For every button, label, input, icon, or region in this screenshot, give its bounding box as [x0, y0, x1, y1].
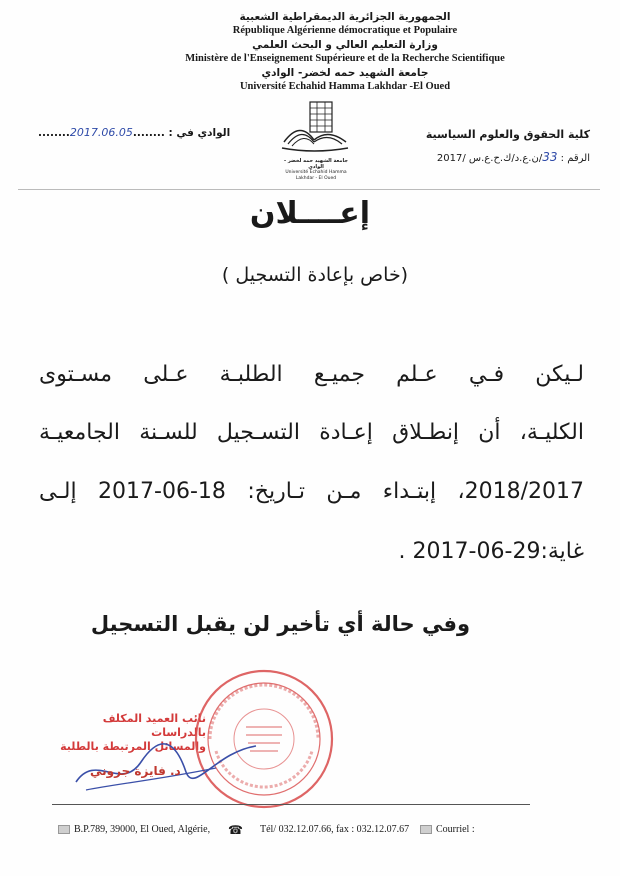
body-line-3: 2018/2017، إبتـداء مـن تـاريخ: 18-06-2017 إلـى	[39, 479, 584, 504]
reference-code: ن.ع.د/ك.ح.ع.س /2017	[436, 153, 539, 164]
issue-date-value: 2017.06.05	[69, 126, 133, 139]
reference-number-value: 33	[542, 150, 558, 164]
signatory-title-line-2: والمسائل المرتبطة بالطلبة	[60, 740, 206, 753]
republic-ar: الجمهورية الجزائرية الديمقراطية الشعبية	[239, 11, 451, 23]
mailbox-icon	[58, 825, 70, 834]
footer-divider	[52, 804, 530, 805]
faculty-name: كلية الحقوق والعلوم السياسية	[425, 128, 590, 141]
footer-address	[58, 824, 210, 835]
university-logo-icon	[280, 98, 350, 164]
issue-date: الوادي في : ........2017.06.05........	[38, 126, 231, 139]
letterhead	[140, 10, 550, 94]
header-divider	[18, 189, 600, 190]
reference-label: الرقم :	[557, 153, 590, 164]
footer-email	[420, 824, 475, 835]
announcement-subtitle: (خاص بإعادة التسجيل )	[221, 264, 409, 286]
body-line-2: الكليـة، أن إنطـلاق إعـادة التسـجيل للسـنة الجامعيـة	[39, 420, 584, 445]
university-fr: Université Echahid Hamma Lakhdar -El Oued	[239, 81, 451, 92]
logo-caption-ar: جامعة الشهيد حمه لخضر - الوادي	[284, 158, 348, 170]
footer-email-label: Courriel :	[436, 824, 475, 835]
signatory-name: د. فايزة جروني	[90, 764, 181, 778]
footer-address-text: B.P.789, 39000, El Oued, Algérie,	[74, 824, 211, 835]
late-registration-notice: وفي حالة أي تأخير لن يقبل التسجيل	[90, 612, 470, 636]
ministry-fr: Ministère de l'Enseignement Supérieure et de la Recherche Scientifique	[185, 53, 505, 64]
reference-number: الرقم : 33/ن.ع.د/ك.ح.ع.س /2017	[436, 150, 590, 164]
issue-date-label: الوادي في :	[168, 127, 231, 139]
republic-fr: République Algérienne démocratique et Populaire	[232, 25, 458, 36]
logo-caption	[278, 158, 354, 182]
phone-icon: ☎	[228, 823, 243, 837]
body-line-1: لـيكن فـي عـلم جميـع الطلبـة عـلى مسـتوى	[39, 362, 584, 387]
signatory-title-line-1: نائب العميد المكلف بالدراسات	[102, 712, 206, 739]
announcement-title: إعــــلان	[249, 196, 371, 231]
ministry-ar: وزارة التعليم العالي و البحث العلمي	[252, 39, 438, 51]
body-line-4: غاية:29-06-2017 .	[398, 539, 584, 564]
logo-caption-fr: Université Echahid Hamma Lakhdar - El Oued	[285, 170, 347, 181]
issue-date-dots: ........	[132, 127, 165, 139]
email-icon	[420, 825, 432, 834]
university-ar: جامعة الشهيد حمه لخضر- الوادي	[261, 67, 429, 79]
footer-phone-fax: Tél/ 032.12.07.66, fax : 032.12.07.67	[260, 824, 410, 835]
